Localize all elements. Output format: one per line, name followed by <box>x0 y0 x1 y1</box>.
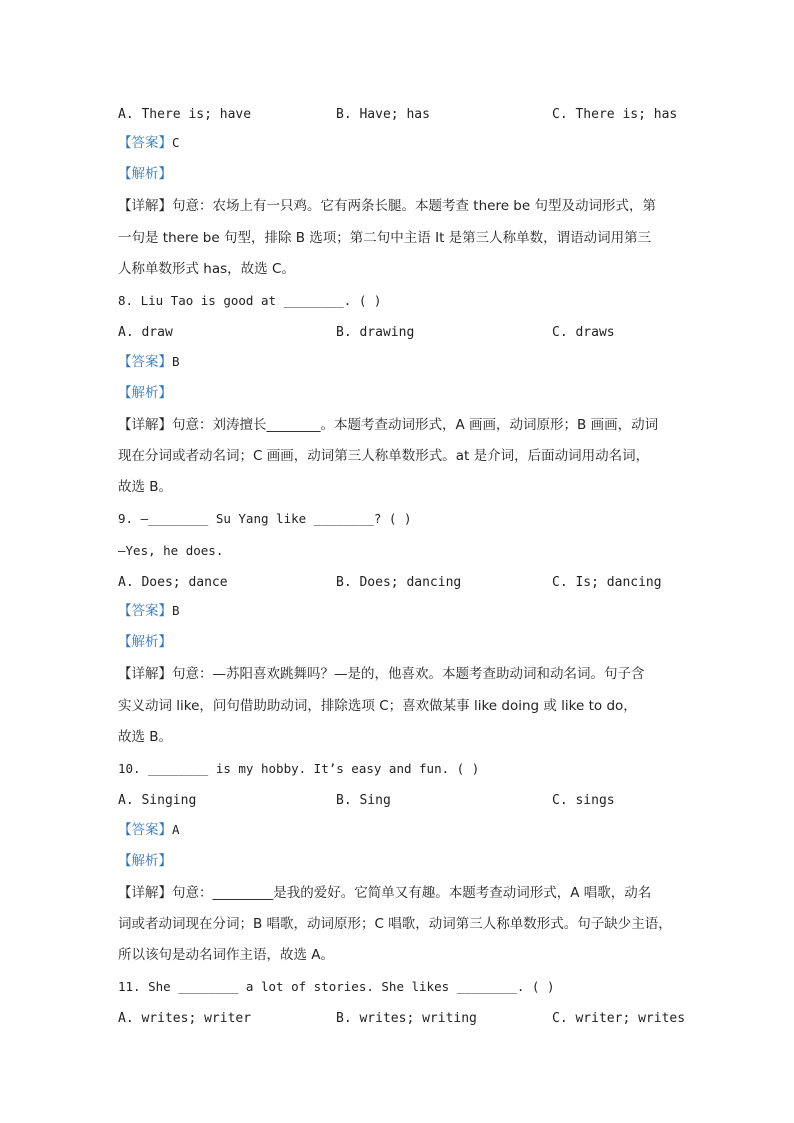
q7-option-a: A. There is; have <box>118 107 252 122</box>
q8-analysis-label: 【解析】 <box>118 385 172 401</box>
q9-analysis-label: 【解析】 <box>118 634 172 650</box>
detail-text: 句意：_________是我的爱好。它简单又有趣。本题考查动词形式，A 唱歌，动名 <box>172 885 652 901</box>
q10-option-a: A. Singing <box>118 793 197 808</box>
q8-option-c: C. draws <box>552 325 615 340</box>
answer-value: A <box>172 822 180 837</box>
q8-question: 8. Liu Tao is good at ________. ( ) <box>118 293 382 308</box>
q10-analysis-label: 【解析】 <box>118 853 172 869</box>
q10-question: 10. ________ is my hobby. It’s easy and fun. ( ) <box>118 761 480 776</box>
q10-option-b: B. Sing <box>336 793 391 808</box>
detail-text: 句意：—苏阳喜欢跳舞吗？—是的，他喜欢。本题考查助动词和动名词。句子含 <box>172 666 645 682</box>
q7-detail-line-2: 一句是 there be 句型，排除 B 选项；第二句中主语 It 是第三人称单数，谓语动词用第三 <box>118 230 652 246</box>
q9-option-a: A. Does; dance <box>118 575 228 590</box>
q8-option-a: A. draw <box>118 325 173 340</box>
q8-answer <box>118 353 180 371</box>
q9-detail-line-3: 故选 B。 <box>118 729 173 745</box>
answer-label: 【答案】 <box>118 135 172 151</box>
q11-option-c: C. writer; writes <box>552 1011 686 1026</box>
q10-detail-line-2: 词或者动词现在分词；B 唱歌，动词原形；C 唱歌，动词第三人称单数形式。句子缺少主语， <box>118 916 672 932</box>
q9-option-b: B. Does; dancing <box>336 575 462 590</box>
q7-answer <box>118 134 180 152</box>
q11-option-a: A. writes; writer <box>118 1011 252 1026</box>
q9-option-c: C. Is; dancing <box>552 575 662 590</box>
q10-option-c: C. sings <box>552 793 615 808</box>
q9-detail-line-2: 实义动词 like，问句借助助动词，排除选项 C；喜欢做某事 like doing 或 like to do， <box>118 698 637 714</box>
detail-label: 【详解】 <box>118 417 172 433</box>
q9-reply: —Yes, he does. <box>118 543 224 558</box>
q7-detail-line-3: 人称单数形式 has，故选 C。 <box>118 261 295 277</box>
detail-label: 【详解】 <box>118 885 172 901</box>
q8-detail-line-2: 现在分词或者动名词；C 画画，动词第三人称单数形式。at 是介词，后面动词用动名词， <box>118 448 650 464</box>
detail-label: 【详解】 <box>118 666 172 682</box>
q9-question: 9. —________ Su Yang like ________? ( ) <box>118 511 412 526</box>
detail-text: 句意：刘涛擅长________。本题考查动词形式，A 画画，动词原形；B 画画，动词 <box>172 417 659 433</box>
q10-answer <box>118 821 180 839</box>
q7-analysis-label: 【解析】 <box>118 166 172 182</box>
detail-label: 【详解】 <box>118 198 172 214</box>
q10-detail-line-3: 所以该句是动名词作主语，故选 A。 <box>118 947 335 963</box>
q8-detail-line-3: 故选 B。 <box>118 479 173 495</box>
q8-detail-line-1 <box>118 416 658 434</box>
q7-option-c: C. There is; has <box>552 107 678 122</box>
q9-detail-line-1 <box>118 665 645 683</box>
q7-option-b: B. Have; has <box>336 107 430 122</box>
answer-value: C <box>172 135 180 150</box>
answer-label: 【答案】 <box>118 603 172 619</box>
q9-answer <box>118 602 180 620</box>
q8-option-b: B. drawing <box>336 325 415 340</box>
answer-label: 【答案】 <box>118 822 172 838</box>
answer-label: 【答案】 <box>118 354 172 370</box>
q11-question: 11. She ________ a lot of stories. She likes ________. ( ) <box>118 979 555 994</box>
q10-detail-line-1 <box>118 884 651 902</box>
answer-value: B <box>172 354 180 369</box>
q11-option-b: B. writes; writing <box>336 1011 477 1026</box>
q7-detail-line-1 <box>118 197 656 215</box>
answer-value: B <box>172 603 180 618</box>
detail-text: 句意：农场上有一只鸡。它有两条长腿。本题考查 there be 句型及动词形式，第 <box>172 198 656 214</box>
